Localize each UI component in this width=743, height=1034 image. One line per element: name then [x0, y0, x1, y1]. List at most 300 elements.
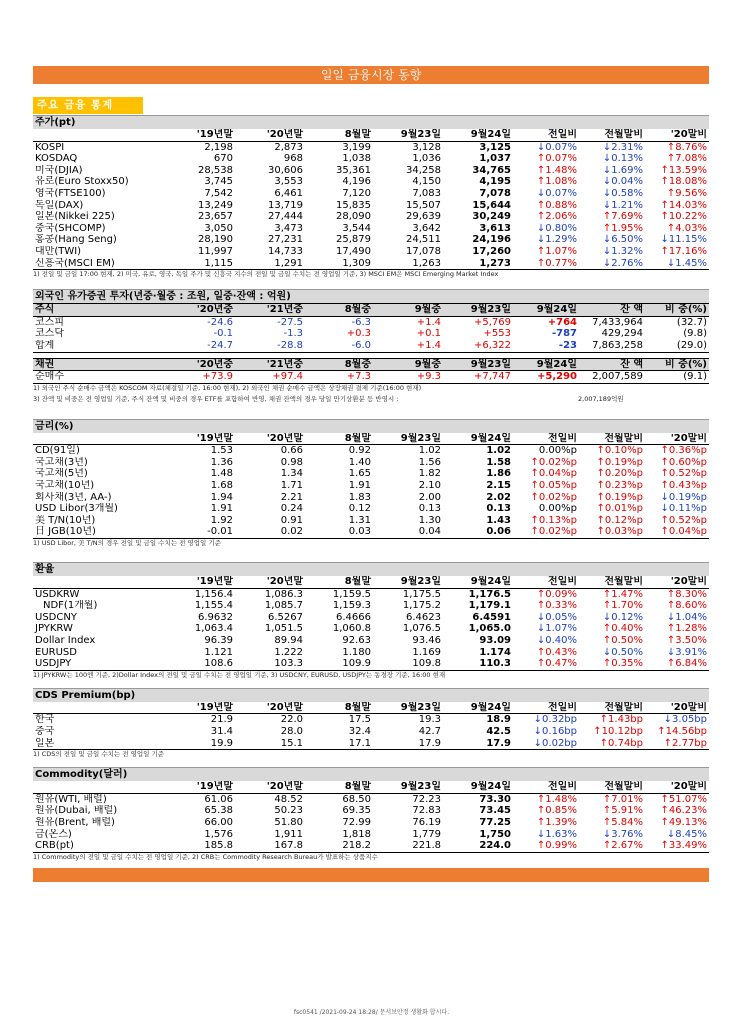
table-cell: ↑0.85% — [536, 805, 577, 817]
commodity-heading: Commodity(달러) — [33, 767, 709, 781]
table-cell: 1,086.3 — [264, 588, 303, 600]
table-cell: 1,038 — [342, 153, 371, 165]
commodity-table — [33, 781, 709, 853]
table-cell: 1,115 — [165, 258, 235, 270]
foreign-bond-table — [33, 358, 709, 384]
row-label: USD Libor(3개월) — [35, 503, 118, 515]
rates-col-header: 전월말비 — [579, 433, 645, 445]
row-label: 일본 — [33, 738, 165, 750]
foreign-note-2-amount: 2,007,189억원 — [578, 394, 624, 403]
table-cell: ↑0.47% — [513, 658, 579, 670]
table-cell: ↑0.20%p — [596, 468, 643, 480]
table-cell: 72.99 — [342, 816, 371, 828]
foreign-note-2-text: 3) 잔액 및 비중은 전 영업일 기준, 주식 잔액 및 비중의 경우 ETF를 포함하여 반영, 채권 잔액의 경우 당일 만기상환분 등 반영시 : — [33, 394, 399, 403]
row-label: 금(온스) — [35, 828, 72, 840]
table-cell: ↑14.03% — [660, 199, 707, 211]
table-cell: ↑0.52%p — [660, 468, 707, 480]
table-cell: ↓0.13% — [602, 153, 643, 165]
commodity-col-header: '20년말 — [235, 781, 305, 793]
table-cell: ↑0.04%p — [530, 468, 577, 480]
rates-col-header: 9월23일 — [373, 433, 443, 445]
row-label: JPYKRW — [35, 623, 73, 635]
table-cell: 29,639 — [406, 211, 441, 223]
foreign-col-header: 9월24일 — [513, 358, 579, 371]
table-cell: ↑49.13% — [660, 816, 707, 828]
table-cell: ↑7.01% — [602, 793, 643, 805]
row-label: 코스닥 — [35, 328, 64, 340]
table-row — [33, 258, 709, 270]
table-cell: 68.50 — [342, 793, 371, 805]
table-cell: 1.30 — [418, 514, 441, 526]
table-cell: 7,083 — [412, 187, 441, 199]
table-cell: 1.53 — [210, 445, 233, 457]
foreign-col-header: 채권 — [33, 358, 165, 371]
table-cell: 93.09 — [479, 635, 511, 646]
table-cell: ↑0.52%p — [660, 514, 707, 526]
row-label: 코스피 — [35, 316, 64, 328]
table-row — [33, 223, 709, 235]
row-label: Dollar Index — [35, 635, 96, 646]
table-cell: ↑46.23% — [660, 805, 707, 817]
table-row — [33, 726, 709, 738]
table-cell: 48.52 — [274, 793, 303, 805]
table-cell: 1,085.7 — [264, 600, 303, 612]
report — [33, 66, 709, 882]
foreign-col-header: '21년중 — [235, 358, 305, 371]
rates-table — [33, 433, 709, 539]
table-cell: ↓0.19%p — [660, 491, 707, 503]
commodity-col-header: 8월말 — [305, 781, 373, 793]
table-cell: 221.8 — [373, 840, 443, 852]
table-cell: 2.10 — [418, 480, 441, 492]
table-cell: 3,473 — [274, 222, 303, 234]
table-cell: ↓0.16bp — [533, 725, 577, 737]
table-cell: 108.6 — [165, 658, 235, 670]
table-row — [33, 445, 709, 457]
commodity-note: 1) Commodity의 전일 및 금일 수치는 전 영업일 기준, 2) CRB는 Commodity Research Bureau가 발표하는 상품지수 — [33, 852, 378, 861]
table-cell: ↓6.50% — [602, 234, 643, 246]
table-cell: 14,733 — [268, 245, 303, 257]
table-cell: 21.9 — [210, 714, 233, 726]
table-cell: 3,199 — [342, 141, 371, 153]
foreign-note-1: 1) 외국인 주식 순매수 금액은 KOSCOM 자료(체결일 기준, 16:00 현재), 2) 외국인 채권 순매수 금액은 상장채권 결제 기준(16:00 현재) — [33, 383, 422, 392]
badge-row — [33, 93, 709, 110]
foreign-note-2 — [33, 393, 709, 405]
cds-col-header: '20말비 — [645, 702, 709, 714]
table-cell: ↑0.36%p — [660, 445, 707, 457]
table-cell: 28,538 — [198, 164, 233, 176]
table-cell: 1,911 — [274, 828, 303, 840]
table-cell: 3,544 — [342, 222, 371, 234]
table-cell: ↑8.60% — [666, 600, 707, 612]
table-cell: ↓2.31% — [602, 141, 643, 153]
table-cell: 1.43 — [486, 514, 511, 526]
table-cell: 50.23 — [274, 805, 303, 817]
table-cell: +1.4 — [416, 316, 441, 328]
stocks-col-header: 8월말 — [305, 129, 373, 141]
table-cell: 28.0 — [280, 725, 303, 737]
table-cell: 73.45 — [479, 805, 511, 817]
table-row — [33, 805, 709, 817]
table-cell: 1,037 — [479, 153, 511, 165]
table-cell: 0.04 — [373, 526, 443, 538]
table-cell: 34,258 — [406, 164, 441, 176]
table-cell: 19.9 — [165, 738, 235, 750]
table-cell: ↓1.45% — [645, 258, 709, 270]
table-cell: (32.7) — [676, 316, 707, 328]
page-footer: fsc0541 /2021-09-24 18:28/ 문서보안정 생활화 합시다. — [293, 1009, 450, 1016]
table-cell: ↓0.05% — [536, 611, 577, 623]
table-cell: 23,657 — [198, 211, 233, 223]
table-cell: 2.21 — [280, 491, 303, 503]
commodity-col-header: 9월24일 — [443, 781, 513, 793]
table-row — [33, 612, 709, 624]
table-cell: ↑13.59% — [660, 164, 707, 176]
cds-col-header: '19년말 — [165, 702, 235, 714]
table-cell: 22.0 — [280, 714, 303, 726]
cds-col-header: 9월23일 — [373, 702, 443, 714]
table-cell: 2.02 — [486, 491, 511, 503]
table-cell: +6,322 — [443, 340, 513, 352]
fx-table — [33, 576, 709, 671]
row-label: USDJPY — [33, 658, 165, 670]
table-cell: -1.3 — [283, 328, 303, 340]
rates-col-header: 전일비 — [513, 433, 579, 445]
table-cell: 0.13 — [418, 503, 441, 515]
table-cell: ↑2.06% — [536, 211, 577, 223]
table-cell: 1.91 — [210, 503, 233, 515]
foreign-section — [33, 289, 709, 405]
table-cell: 1.82 — [418, 468, 441, 480]
table-cell: 2,007,589 — [579, 371, 645, 384]
table-cell: 13,249 — [198, 199, 233, 211]
table-cell: 19.3 — [418, 714, 441, 726]
table-cell: 1,155.4 — [194, 600, 233, 612]
table-cell: 167.8 — [235, 840, 305, 852]
table-cell: ↓0.11%p — [660, 503, 707, 515]
table-cell: +764 — [547, 316, 577, 328]
table-cell: 31.4 — [210, 725, 233, 737]
table-cell: ↓0.50% — [602, 646, 643, 658]
table-cell: 17.9 — [443, 738, 513, 750]
table-row — [33, 600, 709, 612]
rates-col-header: '20년말 — [235, 433, 305, 445]
stocks-col-header: 전일비 — [513, 129, 579, 141]
table-cell: 1.34 — [280, 468, 303, 480]
table-cell: 1.174 — [479, 646, 511, 658]
table-row — [33, 141, 709, 153]
table-cell: ↑33.49% — [645, 840, 709, 852]
fx-col-header: 전월말비 — [579, 576, 645, 588]
table-cell: 1,175.5 — [402, 588, 441, 600]
table-cell: 0.24 — [280, 503, 303, 515]
table-cell: ↑1.70% — [602, 600, 643, 612]
table-cell: 0.91 — [280, 514, 303, 526]
table-cell: (9.1) — [645, 371, 709, 384]
table-cell: 1,065.0 — [468, 623, 511, 635]
table-cell: 1.71 — [280, 480, 303, 492]
rates-col-header: '19년말 — [165, 433, 235, 445]
table-cell: ↓3.05bp — [663, 714, 707, 726]
row-label: 美 T/N(10년) — [35, 514, 96, 526]
table-cell: 93.46 — [412, 635, 441, 646]
foreign-col-header: 9월23일 — [443, 358, 513, 371]
table-cell: 103.3 — [235, 658, 305, 670]
table-cell: +7,747 — [443, 371, 513, 384]
row-label: 회사채(3년, AA-) — [35, 491, 112, 503]
row-label: NDF(1개월) — [43, 600, 98, 612]
table-cell: -24.6 — [207, 316, 233, 328]
table-cell: ↑0.99% — [513, 840, 579, 852]
table-cell: 1.02 — [418, 445, 441, 457]
table-cell: 4,196 — [342, 176, 371, 188]
table-cell: -23 — [513, 340, 579, 352]
table-cell: 1.222 — [274, 646, 303, 658]
table-cell: ↑0.19%p — [596, 456, 643, 468]
section-badge: 주요 금융 통계 — [33, 97, 143, 114]
table-cell: 6.9632 — [198, 611, 233, 623]
row-label: 한국 — [35, 714, 55, 726]
table-row — [33, 246, 709, 258]
table-cell: ↑0.03%p — [579, 526, 645, 538]
table-cell: ↑1.28% — [666, 623, 707, 635]
cds-col-header: 전일비 — [513, 702, 579, 714]
table-cell: 25,879 — [336, 234, 371, 246]
foreign-col-header: '20년중 — [165, 358, 235, 371]
fx-heading: 환율 — [33, 562, 709, 576]
table-cell: 670 — [213, 153, 233, 165]
table-cell: -0.1 — [213, 328, 233, 340]
fx-col-header: 9월24일 — [443, 576, 513, 588]
table-cell: ↑4.03% — [666, 222, 707, 234]
fx-col-header: '20말비 — [645, 576, 709, 588]
table-row — [33, 658, 709, 670]
fx-note: 1) JPYKRW는 100엔 기준, 2)Dollar Index의 전일 및 금일 수치는 전 영업일 기준, 3) USDCNY, EURUSD, USDJPY는 동경장 기준, 16:00 현재 — [33, 670, 446, 679]
table-cell: 7,120 — [342, 187, 371, 199]
row-label: KOSDAQ — [35, 153, 78, 165]
table-cell: 4,195 — [479, 176, 511, 188]
table-cell: 218.2 — [305, 840, 373, 852]
row-label: KOSPI — [35, 141, 65, 153]
row-label: CRB(pt) — [33, 840, 165, 852]
stocks-col-header — [33, 129, 165, 141]
table-cell: +9.3 — [373, 371, 443, 384]
table-cell: 77.25 — [479, 816, 511, 828]
stocks-table — [33, 129, 709, 270]
table-cell: 15.1 — [235, 738, 305, 750]
table-cell: -6.0 — [305, 340, 373, 352]
table-cell: 1.180 — [342, 646, 371, 658]
table-cell: 1,159.5 — [332, 588, 371, 600]
table-cell: 1,263 — [373, 258, 443, 270]
table-cell: 7,433,964 — [592, 316, 643, 328]
table-cell: ↑1.95% — [602, 222, 643, 234]
table-cell: 1.36 — [210, 456, 233, 468]
table-cell: 1,179.1 — [468, 600, 511, 612]
table-cell: ↑0.19%p — [596, 491, 643, 503]
fx-col-header: '20년말 — [235, 576, 305, 588]
table-cell: ↑0.35% — [579, 658, 645, 670]
fx-col-header — [33, 576, 165, 588]
table-cell: 1,159.3 — [332, 600, 371, 612]
fx-col-header: '19년말 — [165, 576, 235, 588]
table-cell: 18.9 — [486, 714, 511, 726]
table-cell: 24,511 — [406, 234, 441, 246]
rates-col-header — [33, 433, 165, 445]
table-cell: 0.66 — [280, 445, 303, 457]
table-cell: ↓0.07% — [536, 187, 577, 199]
table-cell: 72.83 — [412, 805, 441, 817]
table-cell: ↑0.04%p — [645, 526, 709, 538]
table-cell: ↓0.07% — [536, 141, 577, 153]
row-label: 대만(TWI) — [35, 245, 82, 257]
table-cell: ↓1.04% — [666, 611, 707, 623]
table-cell: ↑18.08% — [660, 176, 707, 188]
table-cell: 0.00%p — [538, 445, 577, 457]
table-cell: 0.92 — [348, 445, 371, 457]
table-cell: 3,553 — [274, 176, 303, 188]
table-cell: 1.48 — [210, 468, 233, 480]
table-cell: 1.31 — [348, 514, 371, 526]
table-cell: ↑0.13%p — [530, 514, 577, 526]
table-cell: 6.4623 — [406, 611, 441, 623]
table-cell: 1,176.5 — [468, 588, 511, 600]
table-cell: 34,765 — [472, 164, 511, 176]
table-cell: 66.00 — [204, 816, 233, 828]
row-label: 독일(DAX) — [35, 199, 84, 211]
table-row — [33, 234, 709, 246]
table-cell: 1.121 — [204, 646, 233, 658]
row-label: 원유(Brent, 배럴) — [35, 816, 115, 828]
rates-col-header: 9월24일 — [443, 433, 513, 445]
table-row — [33, 328, 709, 340]
table-cell: ↑1.08% — [536, 176, 577, 188]
table-cell: ↓8.45% — [666, 828, 707, 840]
table-cell: ↑7.69% — [602, 211, 643, 223]
table-cell: ↑10.12bp — [593, 725, 643, 737]
table-row — [33, 211, 709, 223]
table-cell: -27.5 — [277, 316, 303, 328]
table-cell: 30,606 — [268, 164, 303, 176]
bottom-bar — [33, 868, 709, 882]
table-cell: 3,128 — [412, 141, 441, 153]
table-cell: ↓1.69% — [602, 164, 643, 176]
row-label: CD(91일) — [35, 445, 80, 457]
row-label: 원유(WTI, 배럴) — [35, 793, 107, 805]
table-cell: ↓0.12% — [602, 611, 643, 623]
table-cell: 7,542 — [204, 187, 233, 199]
table-cell: 7,078 — [479, 187, 511, 199]
fx-section — [33, 562, 709, 680]
table-row — [33, 840, 709, 852]
table-row — [33, 200, 709, 212]
rates-col-header: 8월말 — [305, 433, 373, 445]
table-cell: ↑9.56% — [666, 187, 707, 199]
table-row — [33, 503, 709, 515]
table-cell: 92.63 — [342, 635, 371, 646]
table-cell: 110.3 — [443, 658, 513, 670]
table-cell: 1.91 — [348, 480, 371, 492]
table-cell: ↑0.60%p — [660, 456, 707, 468]
table-cell: +7.3 — [305, 371, 373, 384]
table-cell: ↑0.43% — [536, 646, 577, 658]
table-cell: 1.68 — [210, 480, 233, 492]
table-cell: ↑1.47% — [602, 588, 643, 600]
table-cell: 1.83 — [348, 491, 371, 503]
table-cell: ↑0.12%p — [596, 514, 643, 526]
table-cell: 1,576 — [204, 828, 233, 840]
table-cell: 2.15 — [486, 480, 511, 492]
table-cell: ↑1.07% — [536, 245, 577, 257]
cds-note: 1) CDS의 전일 및 금일 수치는 전 영업일 기준 — [33, 750, 165, 759]
row-label: 일본(Nikkei 225) — [35, 211, 115, 223]
foreign-col-header: 9월23일 — [443, 304, 513, 317]
table-cell: 1.86 — [486, 468, 511, 480]
table-cell: ↑0.07% — [536, 153, 577, 165]
table-cell: 1.40 — [348, 456, 371, 468]
table-cell: 24,196 — [472, 234, 511, 246]
table-cell: ↑6.84% — [645, 658, 709, 670]
report-title: 일일 금융시장 동향 — [33, 66, 709, 84]
table-cell: ↑0.02%p — [513, 526, 579, 538]
table-cell: ↑17.16% — [660, 245, 707, 257]
table-cell: ↓0.58% — [602, 187, 643, 199]
cds-table — [33, 702, 709, 750]
table-row — [33, 480, 709, 492]
table-cell: ↑2.77bp — [645, 738, 709, 750]
row-label: 국고채(3년) — [35, 456, 88, 468]
table-cell: ↓0.32bp — [533, 714, 577, 726]
table-cell: 1,779 — [412, 828, 441, 840]
table-cell: 0.03 — [305, 526, 373, 538]
row-label: 영국(FTSE100) — [35, 187, 106, 199]
table-cell: 185.8 — [165, 840, 235, 852]
foreign-col-header: 8월중 — [305, 358, 373, 371]
table-cell: 0.00%p — [538, 503, 577, 515]
table-cell: -787 — [551, 328, 577, 340]
row-label: 중국 — [35, 725, 55, 737]
table-cell: +1.4 — [373, 340, 443, 352]
table-cell: 11,997 — [198, 245, 233, 257]
table-cell: 224.0 — [443, 840, 513, 852]
table-cell: 1,273 — [443, 258, 513, 270]
rates-heading: 금리(%) — [33, 419, 709, 433]
table-cell: 0.98 — [280, 456, 303, 468]
table-cell: ↑3.50% — [666, 635, 707, 646]
table-cell: 1.02 — [486, 445, 511, 457]
table-cell: 72.23 — [412, 793, 441, 805]
table-cell: 2,873 — [274, 141, 303, 153]
stocks-section — [33, 115, 709, 279]
stocks-heading: 주가(pt) — [33, 115, 709, 129]
table-cell: ↓3.76% — [602, 828, 643, 840]
rates-note: 1) USD Libor, 美 T/N의 경우 전일 및 금일 수치는 전 영업일 기준 — [33, 539, 221, 548]
row-label: 국고채(10년) — [35, 480, 95, 492]
table-cell: 1,156.4 — [194, 588, 233, 600]
commodity-col-header — [33, 781, 165, 793]
table-row — [33, 647, 709, 659]
table-row — [33, 153, 709, 165]
table-cell: 1.65 — [348, 468, 371, 480]
table-cell: 1,309 — [305, 258, 373, 270]
table-cell: ↑0.74bp — [579, 738, 645, 750]
table-cell: 73.30 — [479, 793, 511, 805]
table-row — [33, 829, 709, 841]
table-cell: +73.9 — [165, 371, 235, 384]
foreign-col-header: 9월24일 — [513, 304, 579, 317]
rates-section — [33, 419, 709, 548]
table-cell: +0.3 — [346, 328, 371, 340]
